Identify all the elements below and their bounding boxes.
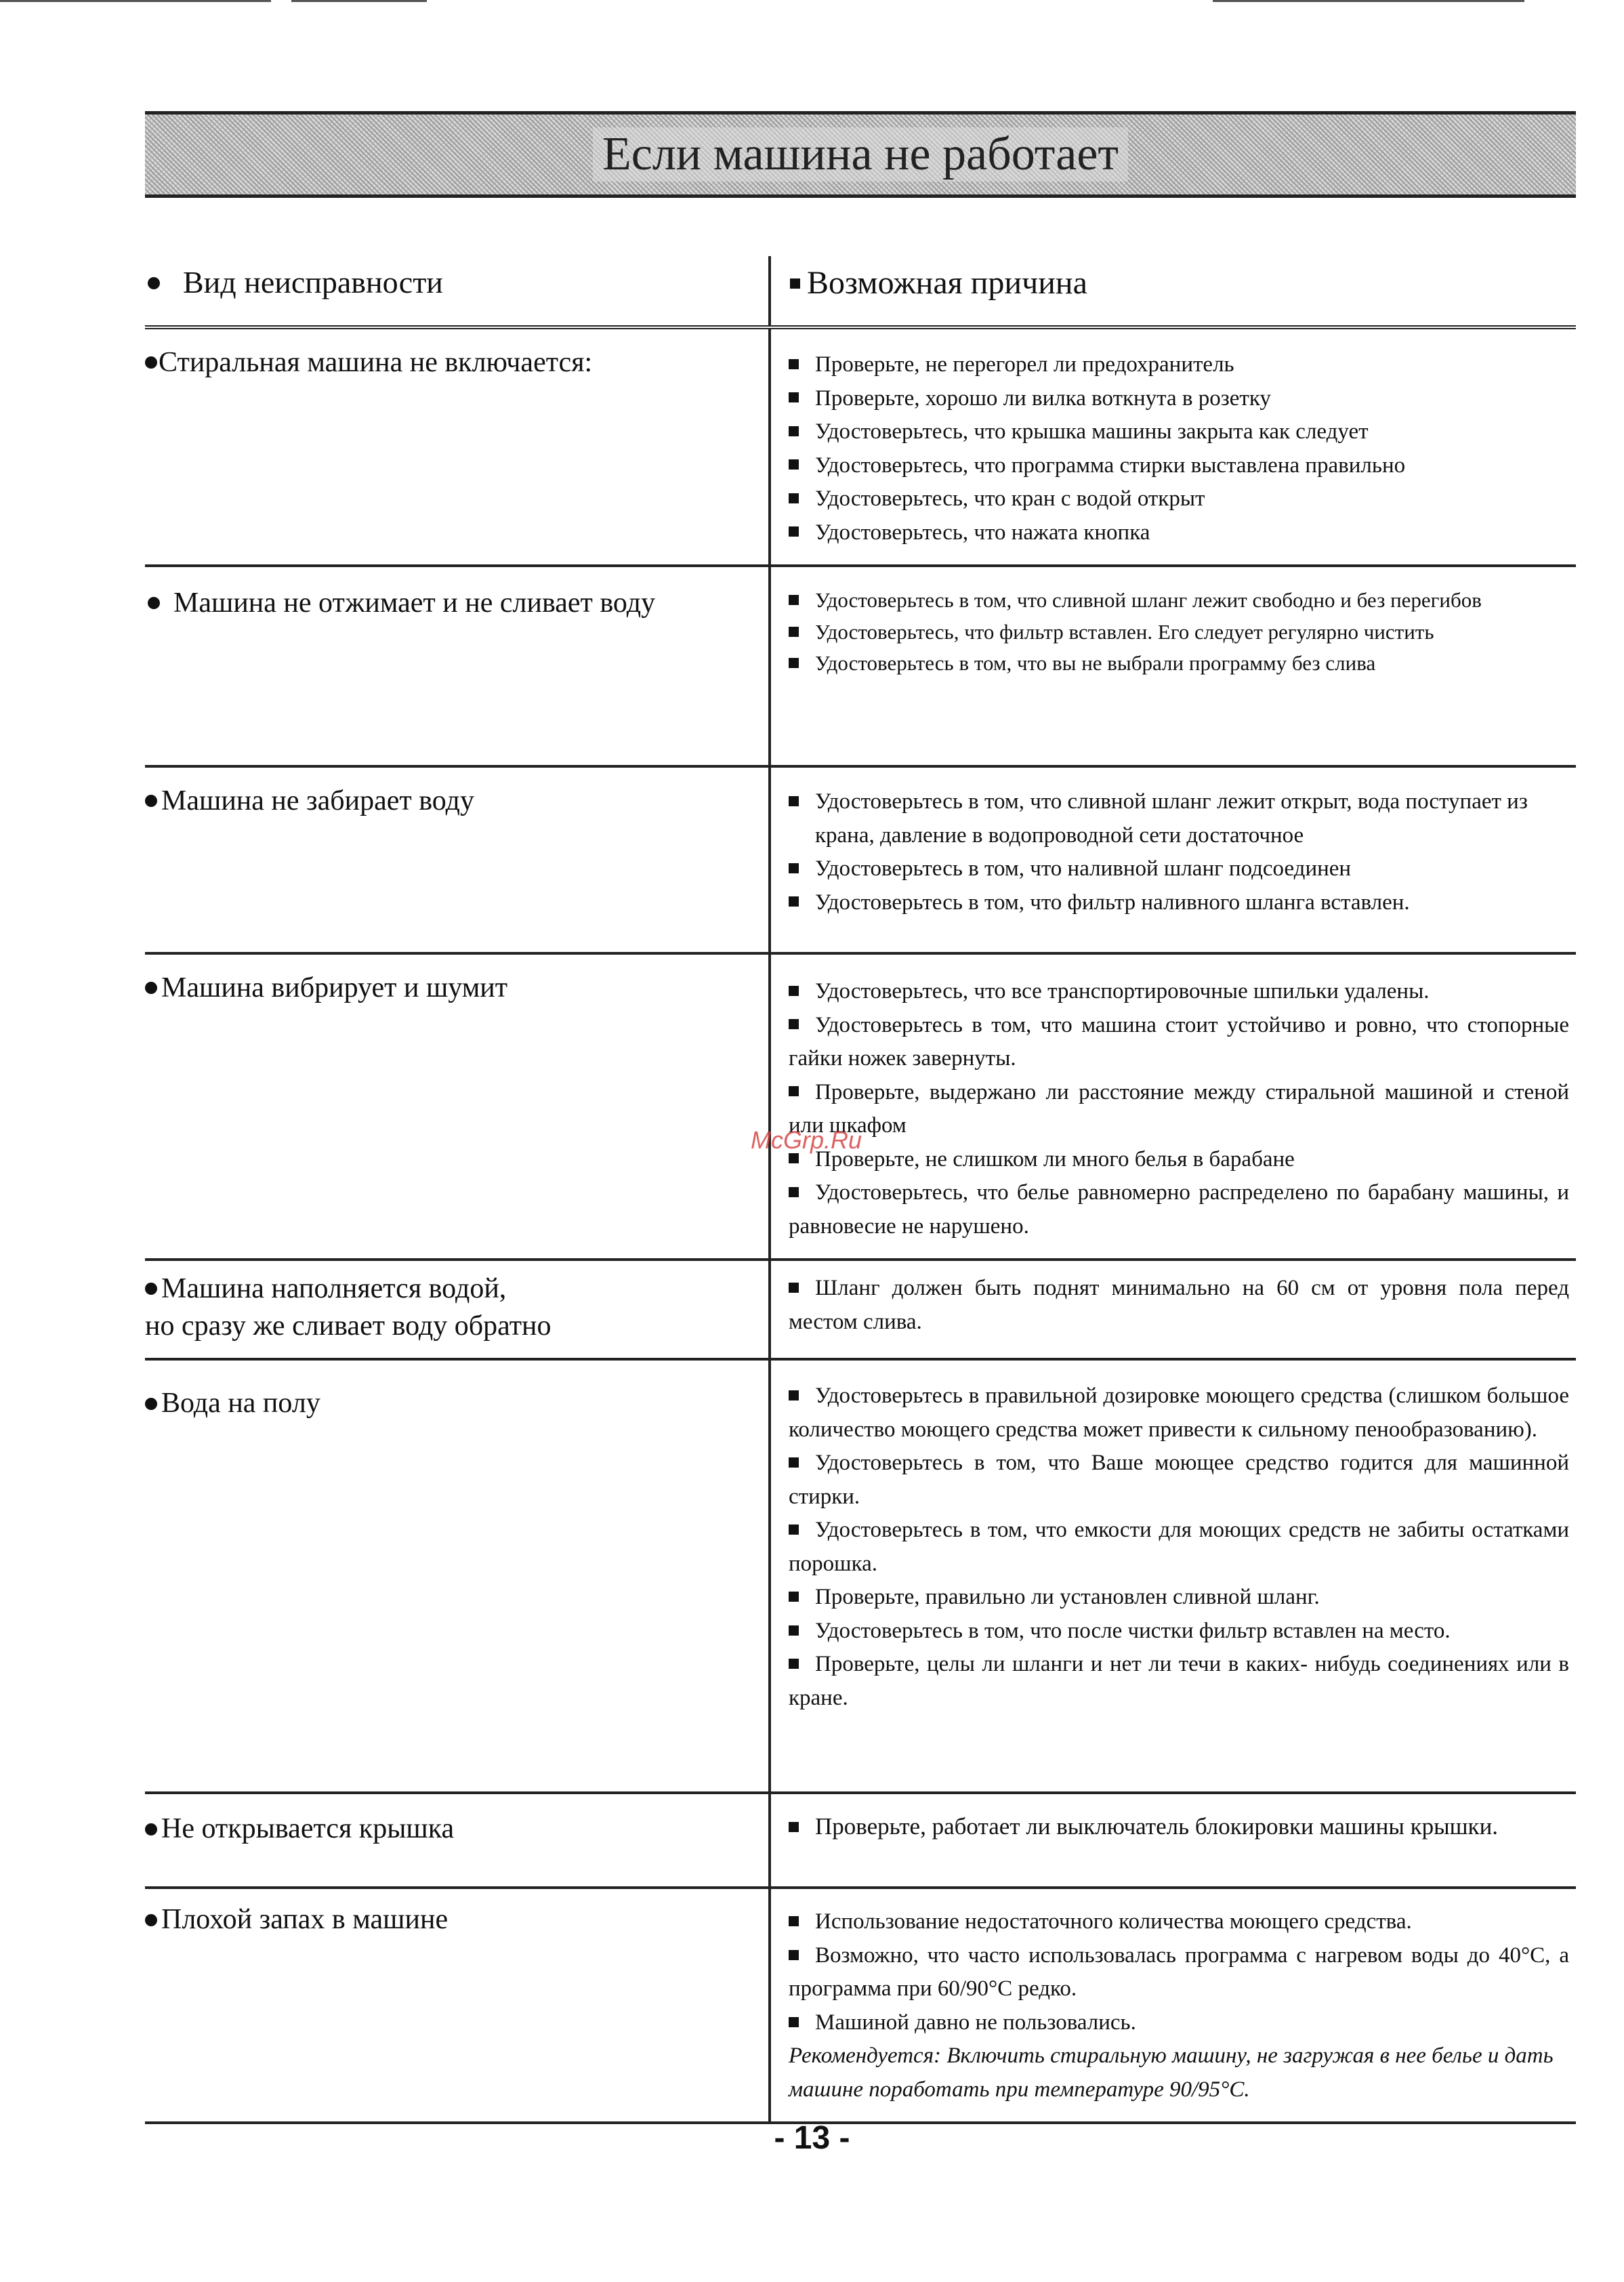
bullet-square-icon (789, 595, 799, 605)
bullet-square-icon (789, 359, 799, 369)
bullet-square-icon (789, 1390, 799, 1401)
table-row (145, 1260, 1576, 1359)
recommendation-note: Рекомендуется: Включить стиральную машину, не загружая в нее белье и дать машине поработать при температуре 90/95°С. (789, 2044, 1554, 2102)
bullet-square-icon (789, 796, 799, 806)
cause-item: Удостоверьтесь, что нажата кнопка (789, 516, 1569, 550)
cause-cell (770, 766, 1576, 953)
cause-item: Использование недостаточного количества моющего средства. (789, 1905, 1569, 1939)
cause-item: Удостоверьтесь в том, что после чистки фильтр вставлен на место. (789, 1615, 1569, 1648)
table-header-row (145, 256, 1576, 327)
cause-item: Удостоверьтесь, что фильтр вставлен. Его следует регулярно чистить (789, 617, 1569, 648)
table-row (145, 953, 1576, 1260)
bullet-square-icon (789, 627, 799, 637)
cause-item: Машиной давно не пользовались. (789, 2006, 1569, 2040)
cause-cell (770, 1260, 1576, 1359)
page-number: - 13 - (774, 2120, 850, 2156)
bullet-square-icon (789, 1524, 799, 1535)
bullet-dot-icon (148, 597, 160, 609)
top-scan-line-mid (291, 0, 427, 2)
bullet-square-icon (789, 493, 799, 503)
bullet-square-icon (789, 658, 799, 668)
bullet-square-icon (789, 986, 799, 996)
cause-item: Проверьте, работает ли выключатель блокировки машины крышки. (789, 1809, 1569, 1845)
cause-item: Удостоверьтесь в том, что вы не выбрали программу без слива (789, 648, 1569, 680)
watermark: McGrp.Ru (751, 1126, 862, 1154)
bullet-square-icon (789, 426, 799, 436)
cause-item: Удостоверьтесь в том, что сливной шланг лежит свободно и без перегибов (789, 585, 1569, 617)
bullet-dot-icon (148, 277, 160, 289)
bullet-square-icon (789, 1283, 799, 1293)
bullet-dot-icon (145, 982, 157, 994)
fault-cell: Машина наполняется водой, но сразу же сливает воду обратно (145, 1260, 770, 1359)
cause-item: Удостоверьтесь, что крышка машины закрыта как следует (789, 415, 1569, 449)
page-title: Если машина не работает (593, 127, 1128, 182)
troubleshooting-table (145, 256, 1576, 2124)
cause-item: Удостоверьтесь в том, что емкости для моющих средств не забиты остатками порошка. (789, 1518, 1569, 1576)
cause-item: Удостоверьтесь в том, что машина стоит устойчиво и ровно, что стопорные гайки ножек завернуты. (789, 1012, 1569, 1071)
fault-cell: Не открывается крышка (145, 1793, 770, 1888)
table-row (145, 1359, 1576, 1793)
fault-cell: Плохой запах в машине (145, 1888, 770, 2123)
cause-item: Удостоверьтесь в том, что сливной шланг лежит открыт, вода поступает из крана, давление в водопроводной сети достаточное (789, 785, 1569, 852)
cause-cell (770, 1359, 1576, 1793)
bullet-square-icon (789, 863, 799, 873)
cause-item: Удостоверьтесь в правильной дозировке моющего средства (слишком большое количество моющего средства может привести к сильному пенообразованию). (789, 1384, 1569, 1442)
bullet-square-icon (789, 459, 799, 470)
table-row (145, 1888, 1576, 2123)
bullet-square-icon (789, 1457, 799, 1468)
fault-cell: Машина не отжимает и не сливает воду (145, 566, 770, 766)
bullet-dot-icon (145, 1914, 157, 1926)
bullet-square-icon (789, 2017, 799, 2027)
cause-item: Шланг должен быть поднят минимально на 60 см от уровня пола перед местом слива. (789, 1276, 1569, 1334)
cause-cell (770, 1793, 1576, 1888)
bullet-square-icon (789, 1950, 799, 1960)
header-cause: Возможная причина (770, 256, 1576, 327)
cause-item: Удостоверьтесь, что все транспортировочные шпильки удалены. (789, 975, 1569, 1009)
cause-cell (770, 953, 1576, 1260)
top-scan-line-right (1213, 0, 1524, 2)
cause-item: Проверьте, выдержано ли расстояние между стиральной машиной и стеной или шкафом (789, 1079, 1569, 1138)
bullet-square-icon (789, 392, 799, 402)
bullet-dot-icon (145, 356, 157, 369)
fault-cell: Вода на полу (145, 1359, 770, 1793)
table-row (145, 766, 1576, 953)
bullet-square-icon (789, 1592, 799, 1602)
cause-item: Удостоверьтесь в том, что наливной шланг подсоединен (789, 852, 1569, 886)
cause-item: Проверьте, правильно ли установлен сливной шланг. (789, 1581, 1569, 1615)
fault-cell: Машина не забирает воду (145, 766, 770, 953)
bullet-square-icon (789, 1019, 799, 1029)
bullet-square-icon (789, 1187, 799, 1197)
cause-item: Удостоверьтесь в том, что Ваше моющее средство годится для машинной стирки. (789, 1451, 1569, 1509)
cause-item: Проверьте, целы ли шланги и нет ли течи в каких- нибудь соединениях или в кране. (789, 1652, 1569, 1710)
bullet-dot-icon (145, 1823, 157, 1835)
cause-cell (770, 1888, 1576, 2123)
header-fault: Вид неисправности (145, 256, 770, 327)
bullet-dot-icon (145, 1398, 157, 1410)
cause-item: Проверьте, не перегорел ли предохранитель (789, 348, 1569, 382)
cause-item: Удостоверьтесь в том, что фильтр наливного шланга вставлен. (789, 886, 1569, 920)
cause-item: Удостоверьтесь, что белье равномерно распределено по барабану машины, и равновесие не нарушено. (789, 1180, 1569, 1239)
cause-item: Проверьте, не слишком ли много белья в барабане (789, 1143, 1569, 1177)
bullet-square-icon (789, 1086, 799, 1096)
fault-cell: Машина вибрирует и шумит (145, 953, 770, 1260)
title-banner (145, 111, 1576, 198)
bullet-square-icon (789, 1916, 799, 1926)
cause-item: Удостоверьтесь, что программа стирки выставлена правильно (789, 449, 1569, 483)
table-row (145, 566, 1576, 766)
bullet-square-icon (790, 278, 800, 289)
table-row (145, 1793, 1576, 1888)
cause-cell (770, 566, 1576, 766)
cause-item: Проверьте, хорошо ли вилка воткнута в розетку (789, 382, 1569, 416)
cause-item: Возможно, что часто использовалась программа с нагревом воды до 40°С, а программа при 60/90°С редко. (789, 1943, 1569, 2001)
bullet-dot-icon (145, 795, 157, 807)
bullet-square-icon (789, 1625, 799, 1636)
cause-item: Удостоверьтесь, что кран с водой открыт (789, 482, 1569, 516)
bullet-square-icon (789, 1822, 799, 1832)
fault-cell: Стиральная машина не включается: (145, 327, 770, 566)
bullet-square-icon (789, 1659, 799, 1669)
bullet-square-icon (789, 1153, 799, 1163)
bullet-dot-icon (145, 1283, 157, 1295)
top-scan-line-left (0, 0, 271, 2)
bullet-square-icon (789, 896, 799, 907)
bullet-square-icon (789, 526, 799, 537)
cause-cell (770, 327, 1576, 566)
table-row (145, 327, 1576, 566)
